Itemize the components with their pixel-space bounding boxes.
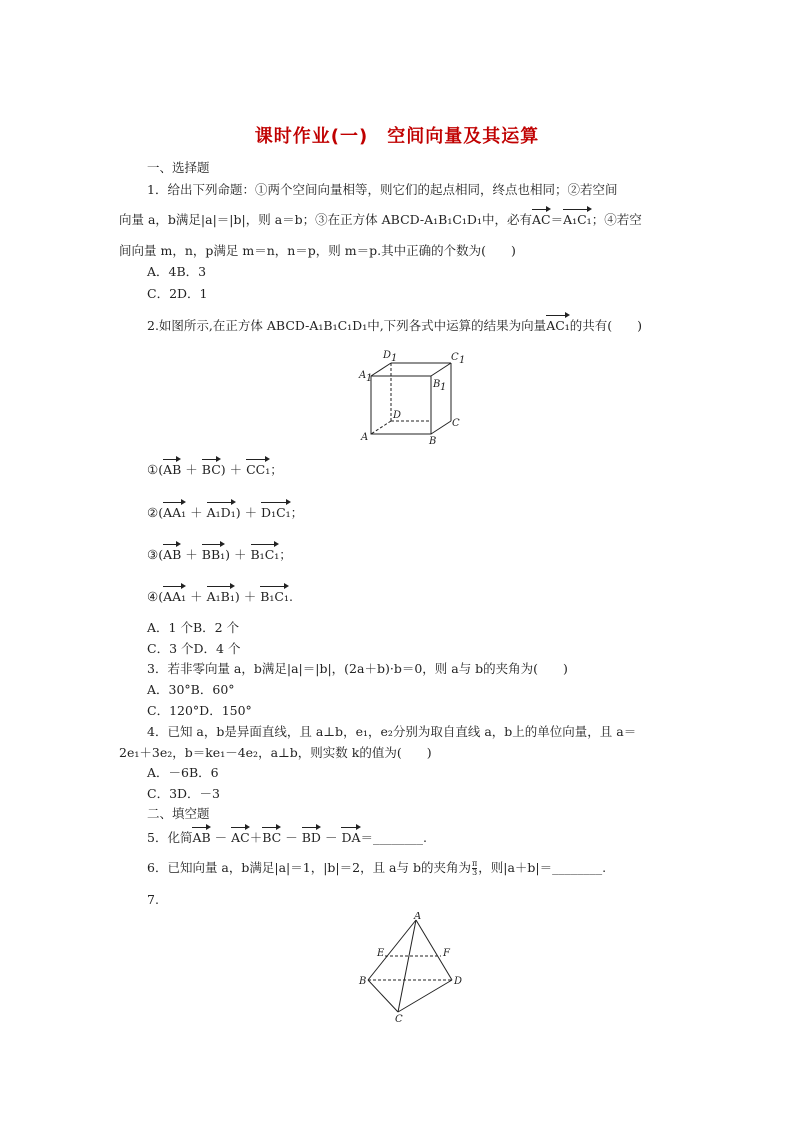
vector-da: DA xyxy=(341,830,361,845)
q1-eq: ＝ xyxy=(550,212,564,227)
item-end: ； xyxy=(279,547,292,562)
label-c1-sub: 1 xyxy=(459,355,465,366)
label-a: A xyxy=(414,912,422,922)
item-number: ① xyxy=(147,462,159,477)
q6-stem xyxy=(147,860,606,877)
item-number: ③ xyxy=(147,547,159,562)
item-number: ② xyxy=(147,505,159,520)
vector: CC₁ xyxy=(246,462,271,477)
operator: － xyxy=(285,830,298,845)
item-end: ； xyxy=(270,462,283,477)
item-end: . xyxy=(289,589,293,604)
label-b1-sub: 1 xyxy=(440,382,447,393)
label-a: A xyxy=(361,432,369,443)
label-d1-sub: 1 xyxy=(391,353,398,364)
q6-text-end: ，则|a＋b|＝________. xyxy=(478,860,607,875)
tetrahedron-figure xyxy=(352,912,467,1024)
pi-over-3-fraction xyxy=(472,860,477,877)
vector: AB xyxy=(163,547,182,562)
q3-option-c: C．120°D．150° xyxy=(147,703,252,718)
q4-line2: 2e₁＋3e₂，b＝ke₁－4e₂，a⊥b，则实数 k的值为( ) xyxy=(119,745,432,760)
vector: BC xyxy=(201,462,221,477)
label-b: B xyxy=(429,436,437,447)
q2-item-4: ④(AA₁ ＋ A₁B₁) ＋ B₁C₁. xyxy=(147,589,293,604)
vector-bc: BC xyxy=(262,830,282,845)
q5-prefix: 5．化简 xyxy=(147,830,193,845)
q2-option-a: A．1 个B．2 个 xyxy=(147,620,240,635)
cube-figure xyxy=(355,348,465,448)
q3-stem: 3．若非零向量 a，b满足|a|＝|b|，(2a＋b)·b＝0，则 a与 b的夹角为( ) xyxy=(147,661,568,676)
vector-ab: AB xyxy=(192,830,211,845)
vector: B₁C₁ xyxy=(260,589,289,604)
label-e: E xyxy=(377,948,385,959)
q5-stem xyxy=(147,830,427,846)
vector-a1c1: A₁C₁ xyxy=(563,212,592,227)
q5-blank: ＝________. xyxy=(360,830,427,845)
vector: AA₁ xyxy=(163,589,187,604)
label-b1: B xyxy=(433,379,441,390)
q2-stem xyxy=(147,318,642,334)
vector-bd: BD xyxy=(301,830,321,845)
label-f: F xyxy=(443,948,450,959)
item-number: ④ xyxy=(147,589,159,604)
operator: － xyxy=(214,830,228,845)
q3-option-a: A．30°B．60° xyxy=(147,682,235,697)
label-d1: D xyxy=(383,350,392,361)
label-d: D xyxy=(454,976,463,987)
q7-number: 7. xyxy=(147,892,159,907)
q1-option-c: C．2D．1 xyxy=(147,286,208,301)
vector: AB xyxy=(163,462,182,477)
q1-line2-text: 向量 a，b满足|a|＝|b|，则 a＝b；③在正方体 ABCD-A₁B₁C₁D₁中，必有 xyxy=(119,212,532,227)
vector: AA₁ xyxy=(163,505,187,520)
label-a1-sub: 1 xyxy=(366,373,373,384)
q1-line2 xyxy=(119,212,642,228)
q2-stem-end: 的共有( ) xyxy=(569,318,643,333)
q2-item-3: ③(AB ＋ BB₁) ＋ B₁C₁； xyxy=(147,547,292,562)
section-fill-heading: 二、填空题 xyxy=(147,806,210,821)
q1-option-a: A．4B．3 xyxy=(147,264,207,279)
fraction-denominator: 3 xyxy=(472,868,478,877)
label-c: C xyxy=(452,418,460,429)
q1-line3: 间向量 m，n，p满足 m＝n，n＝p，则 m＝p.其中正确的个数为( ) xyxy=(119,243,516,258)
q6-text: 6．已知向量 a，b满足|a|＝1，|b|＝2，且 a与 b的夹角为 xyxy=(147,860,471,875)
vector: A₁D₁ xyxy=(206,505,236,520)
q4-option-a: A．－6B．6 xyxy=(147,765,219,780)
vector: BB₁ xyxy=(201,547,226,562)
vector: D₁C₁ xyxy=(261,505,291,520)
label-c1: C xyxy=(451,352,459,363)
vector-ac: AC xyxy=(231,830,250,845)
operator: ＋ xyxy=(249,830,263,845)
vector-ac: AC xyxy=(531,212,551,227)
vector: B₁C₁ xyxy=(250,547,280,562)
q1-line2-end: ；④若空 xyxy=(591,212,642,227)
section-choice-heading: 一、选择题 xyxy=(147,160,210,175)
q4-option-c: C．3D．－3 xyxy=(147,786,220,801)
label-d: D xyxy=(393,410,402,421)
label-a1: A xyxy=(359,370,367,381)
q2-option-c: C．3 个D．4 个 xyxy=(147,641,241,656)
vector-ac1: AC₁ xyxy=(546,318,570,333)
operator: － xyxy=(324,830,338,845)
page-title: 课时作业(一) 空间向量及其运算 xyxy=(254,126,540,147)
item-end: ； xyxy=(290,505,304,520)
fraction-numerator: π xyxy=(472,859,478,868)
q2-item-2: ②(AA₁ ＋ A₁D₁) ＋ D₁C₁； xyxy=(147,505,304,520)
q4-line1: 4．已知 a，b是异面直线，且 a⊥b，e₁，e₂分别为取自直线 a，b上的单位向量，且 a＝ xyxy=(147,724,637,739)
q1-line1: 1．给出下列命题：①两个空间向量相等，则它们的起点相同，终点也相同；②若空间 xyxy=(147,182,618,197)
q2-stem-text: 2.如图所示,在正方体 ABCD-A₁B₁C₁D₁中,下列各式中运算的结果为向量 xyxy=(147,318,547,333)
q2-item-1: ①(AB ＋ BC) ＋ CC₁； xyxy=(147,462,283,477)
label-c: C xyxy=(395,1014,403,1024)
vector: A₁B₁ xyxy=(206,589,235,604)
label-b: B xyxy=(359,976,367,987)
